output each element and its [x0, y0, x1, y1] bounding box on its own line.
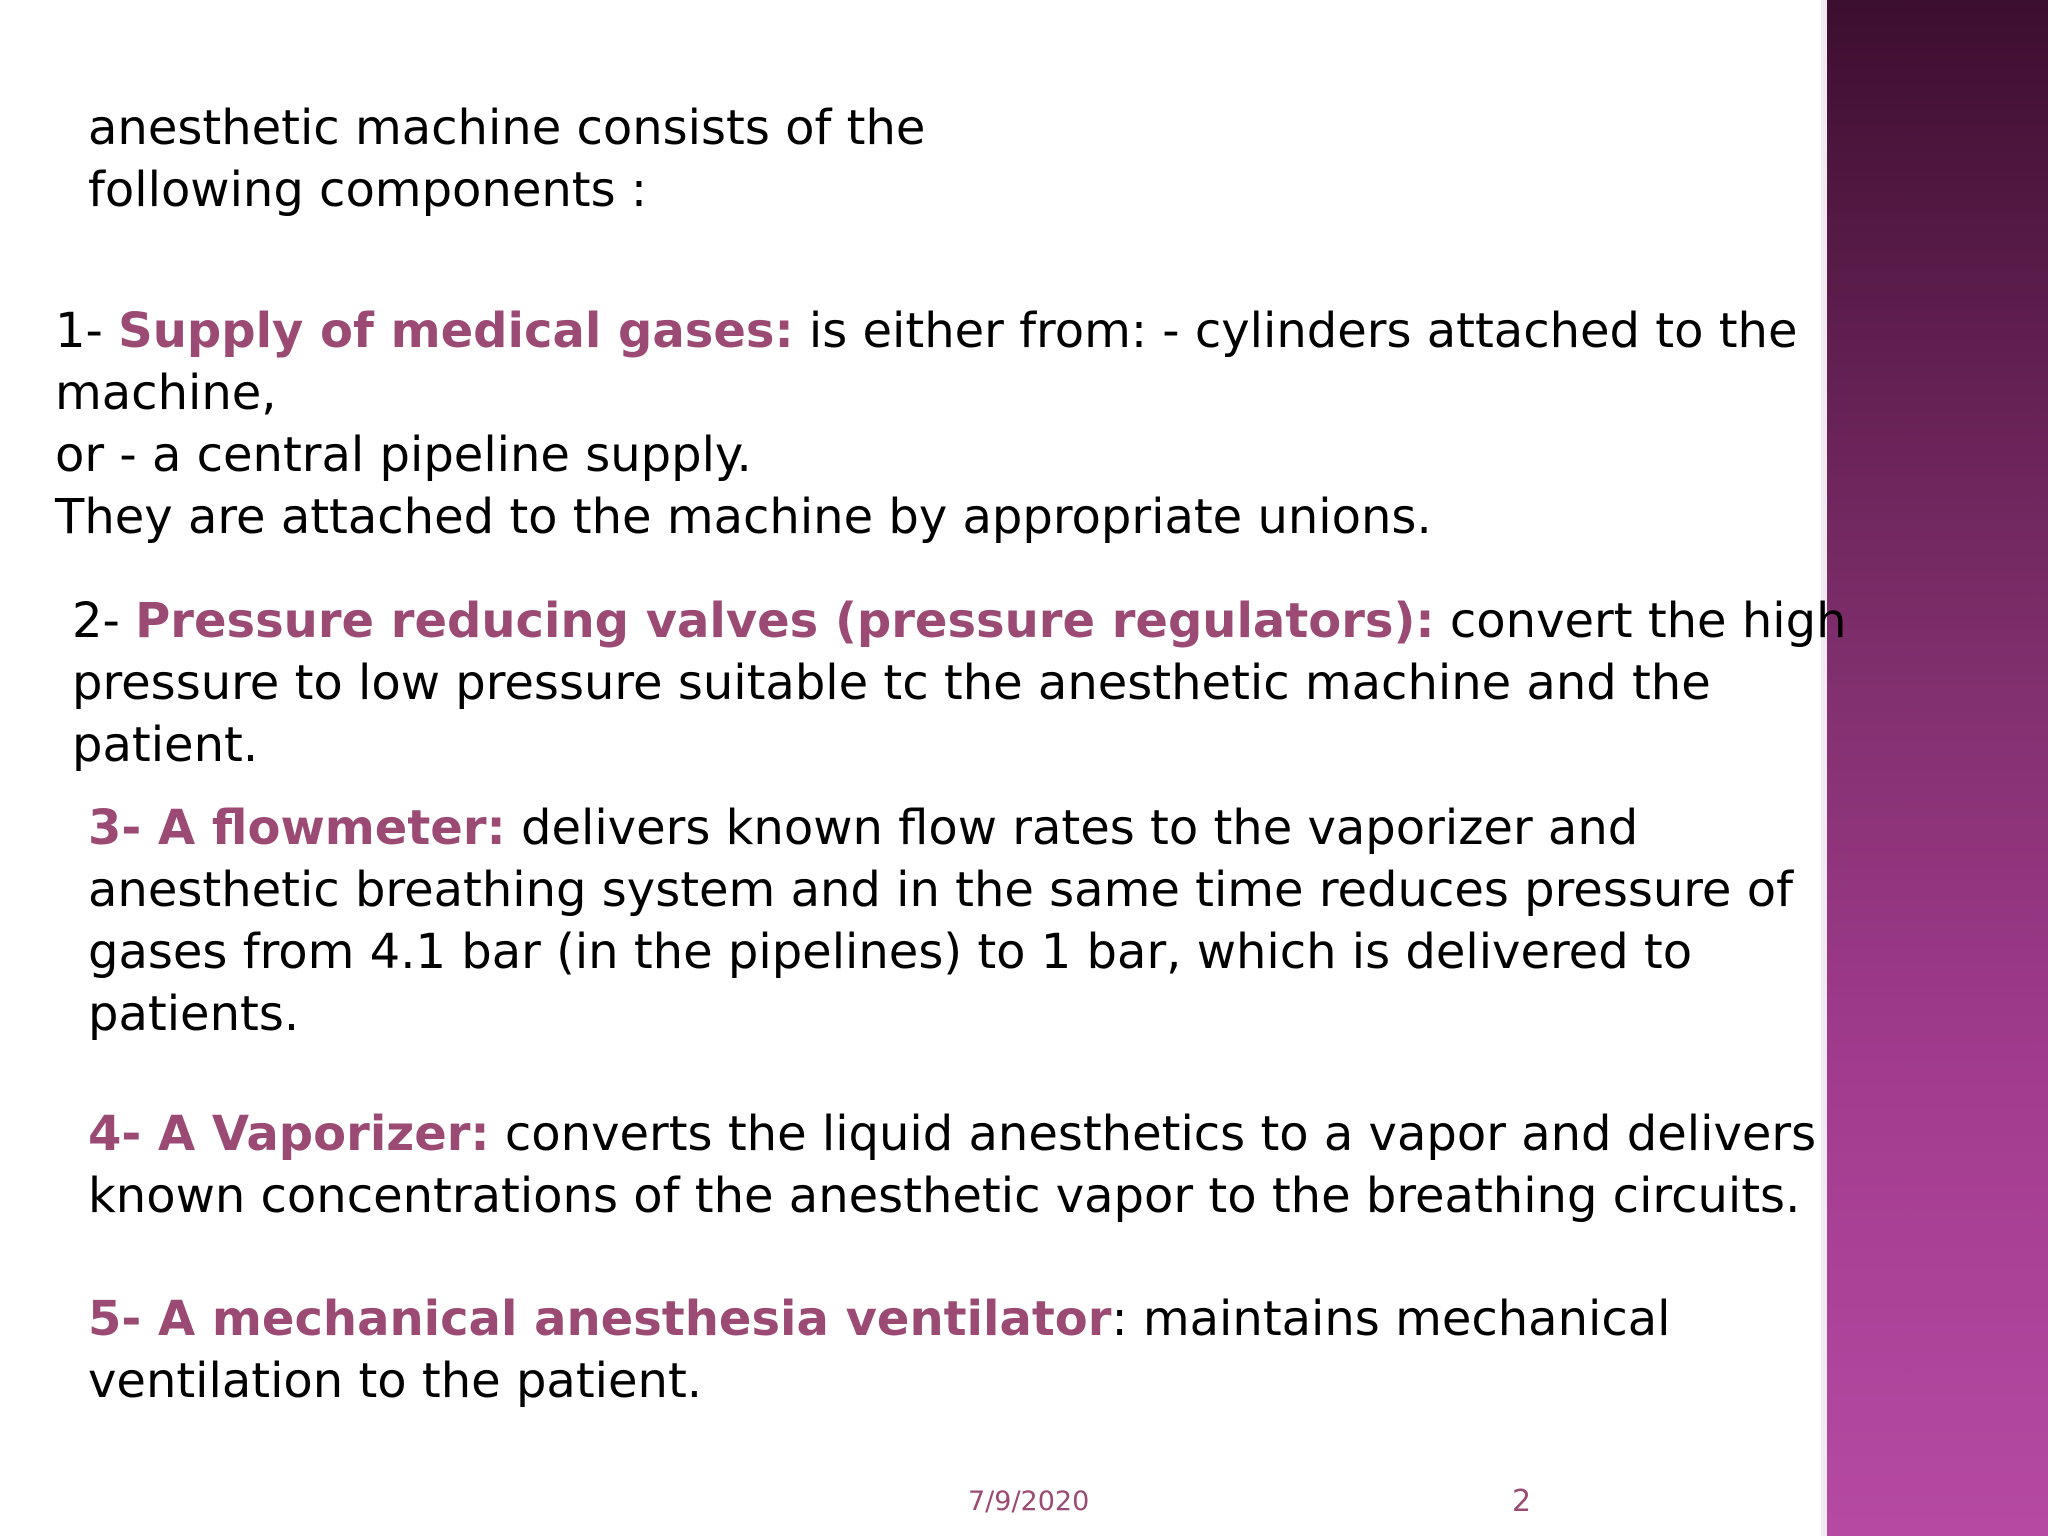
item-line: [88, 1103, 1816, 1165]
component-item-vaporizer: [88, 1103, 1816, 1227]
item-text: converts the liquid anesthetics to a vapor and delivers: [489, 1106, 1817, 1162]
item-prefix: 2-: [72, 593, 136, 649]
item-title: 5- A mechanical anesthesia ventilator: [88, 1291, 1112, 1347]
item-text: ventilation to the patient.: [88, 1353, 703, 1409]
item-text: known concentrations of the anesthetic vapor to the breathing circuits.: [88, 1168, 1801, 1224]
item-title: Pressure reducing valves (pressure regulators):: [135, 593, 1435, 649]
item-text: machine,: [55, 365, 277, 421]
item-text: They are attached to the machine by appropriate unions.: [55, 489, 1432, 545]
item-title: 4- A Vaporizer:: [88, 1106, 490, 1162]
intro-line-1: anesthetic machine consists of the: [88, 100, 926, 156]
item-prefix: 1-: [55, 303, 119, 359]
component-item-flowmeter: [88, 797, 1793, 1045]
item-text: convert the high: [1434, 593, 1847, 649]
decorative-sidebar-band: [1827, 0, 2048, 1536]
item-text: is either from: - cylinders attached to the: [793, 303, 1798, 359]
item-text: : maintains mechanical: [1111, 1291, 1671, 1347]
item-title: Supply of medical gases:: [118, 303, 794, 359]
component-item-pressure-valves: [72, 590, 1847, 776]
item-text: patients.: [88, 986, 300, 1042]
item-text: pressure to low pressure suitable tc the anesthetic machine and the: [72, 655, 1711, 711]
component-item-supply: [55, 300, 1798, 548]
item-text: patient.: [72, 717, 259, 773]
intro-text: [88, 97, 925, 221]
item-title: 3- A flowmeter:: [88, 800, 506, 856]
item-line: [55, 300, 1798, 362]
footer-date: 7/9/2020: [968, 1486, 1090, 1517]
item-text: delivers known flow rates to the vaporizer and: [505, 800, 1639, 856]
item-line: [88, 1288, 1670, 1350]
item-text: gases from 4.1 bar (in the pipelines) to 1 bar, which is delivered to: [88, 924, 1693, 980]
item-line: [88, 797, 1793, 859]
item-text: or - a central pipeline supply.: [55, 427, 752, 483]
intro-line-2: following components :: [88, 162, 648, 218]
item-text: anesthetic breathing system and in the same time reduces pressure of: [88, 862, 1793, 918]
footer-page-number: 2: [1512, 1484, 1532, 1519]
component-item-ventilator: [88, 1288, 1670, 1412]
item-line: [72, 590, 1847, 652]
